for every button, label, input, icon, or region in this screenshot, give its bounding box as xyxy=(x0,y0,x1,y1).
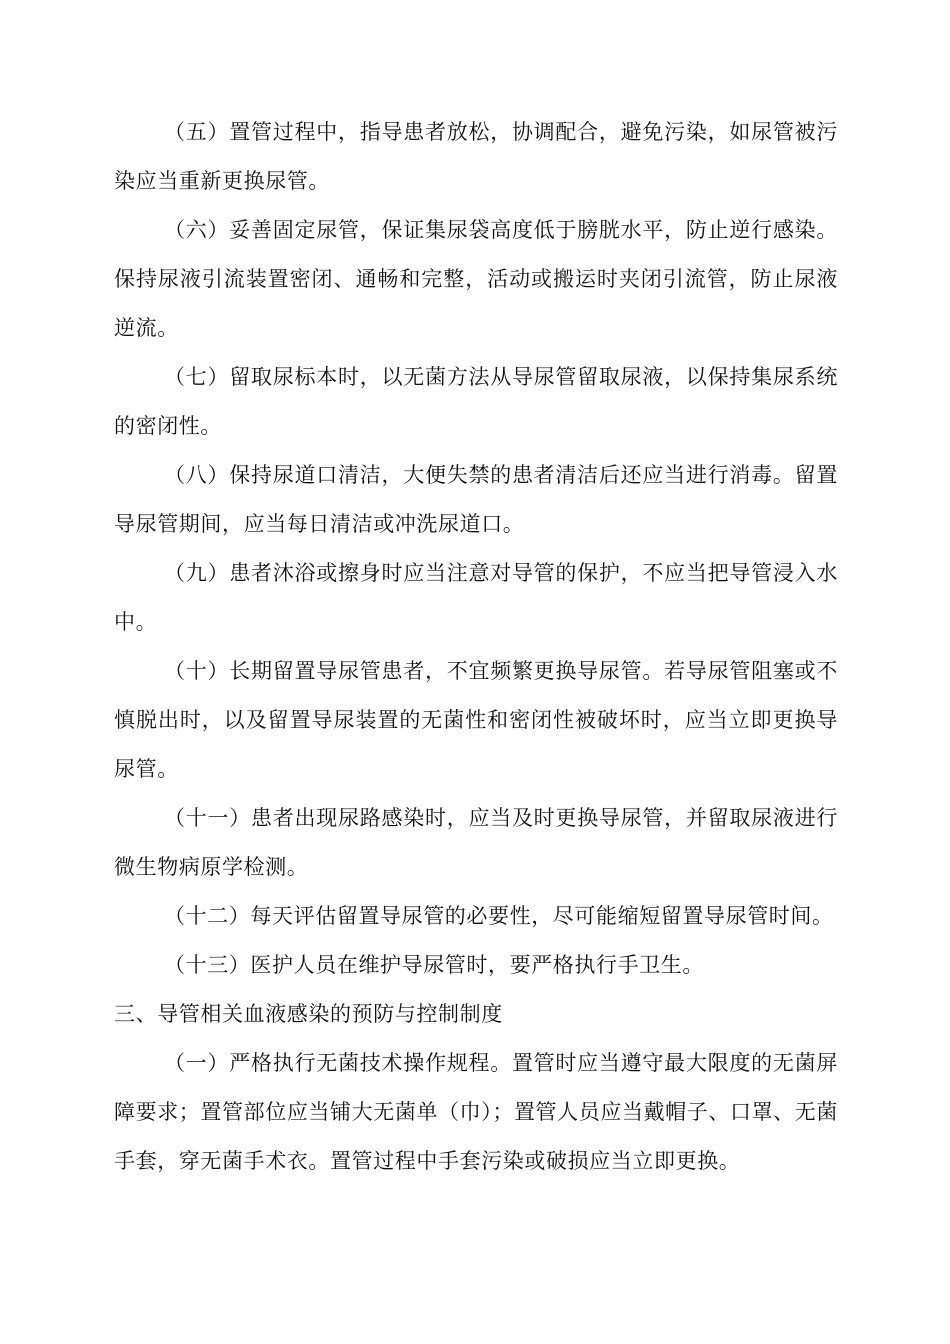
paragraph-13: （十三）医护人员在维护导尿管时，要严格执行手卫生。 xyxy=(164,953,704,977)
paragraph-7: （七）留取尿标本时，以无菌方法从导尿管留取尿液，以保持集尿系统的密闭性。 xyxy=(114,365,838,438)
paragraph-9: （九）患者沐浴或擦身时应当注意对导管的保护，不应当把导管浸入水中。 xyxy=(114,561,838,634)
paragraph-5: （五）置管过程中，指导患者放松，协调配合，避免污染，如尿管被污染应当重新更换尿管。 xyxy=(114,120,838,193)
section-heading: 三、导管相关血液感染的预防与控制制度 xyxy=(114,1002,503,1026)
section-paragraph-1: （一）严格执行无菌技术操作规程。置管时应当遵守最大限度的无菌屏障要求；置管部位应当铺大无菌单（巾）；置管人员应当戴帽子、口罩、无菌手套，穿无菌手术衣。置管过程中手套污染或破损应当立即更换。 xyxy=(114,1051,838,1173)
paragraph-6: （六）妥善固定尿管，保证集尿袋高度低于膀胱水平，防止逆行感染。保持尿液引流装置密闭、通畅和完整，活动或搬运时夹闭引流管，防止尿液逆流。 xyxy=(114,218,838,340)
paragraph-12: （十二）每天评估留置导尿管的必要性，尽可能缩短留置导尿管时间。 xyxy=(164,904,834,928)
paragraph-10: （十）长期留置导尿管患者，不宜频繁更换导尿管。若导尿管阻塞或不慎脱出时，以及留置导尿装置的无菌性和密闭性被破坏时，应当立即更换导尿管。 xyxy=(114,659,838,781)
paragraph-11: （十一）患者出现尿路感染时，应当及时更换导尿管，并留取尿液进行微生物病原学检测。 xyxy=(114,806,838,879)
paragraph-8: （八）保持尿道口清洁，大便失禁的患者清洁后还应当进行消毒。留置导尿管期间，应当每日清洁或冲洗尿道口。 xyxy=(114,463,838,536)
document-body xyxy=(114,108,838,1186)
